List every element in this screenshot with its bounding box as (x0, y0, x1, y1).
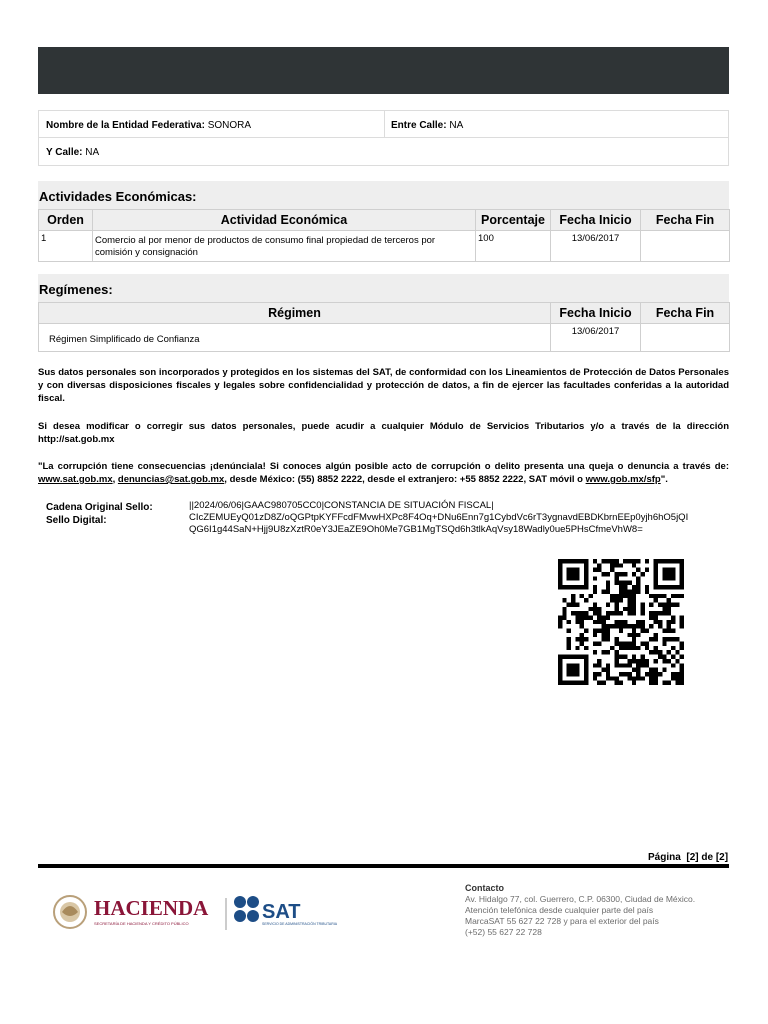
contact-line: Av. Hidalgo 77, col. Guerrero, C.P. 06300, Ciudad de México. (465, 894, 696, 904)
regimenes-table (38, 302, 730, 352)
addr-divider (384, 111, 385, 138)
cell-fecha-fin (641, 231, 730, 262)
y-calle-value: NA (85, 147, 100, 158)
page-number (648, 852, 728, 863)
corruption-notice (38, 460, 729, 486)
contact-line: (+52) 55 627 22 728 (465, 927, 542, 937)
corruption-text-c: ". (660, 474, 668, 485)
corruption-text-a: "La corrupción tiene consecuencias ¡denúnciala! Si conoces algún posible acto de corrupción o delito presenta una queja o denuncia a través de: (38, 461, 729, 472)
col-header-orden: Orden (39, 210, 93, 231)
contact-line: MarcaSAT 55 627 22 728 y para el exterior del país (465, 916, 659, 926)
table-row (39, 231, 730, 262)
page-of: de (701, 852, 714, 863)
cell-fecha-inicio: 13/06/2017 (551, 231, 641, 262)
sfp-link[interactable]: www.gob.mx/sfp (585, 474, 661, 485)
hacienda-wordmark: HACIENDA (94, 896, 209, 920)
col-header-fecha-fin: Fecha Fin (641, 210, 730, 231)
page-label: Página (648, 852, 681, 863)
cell-orden: 1 (39, 231, 93, 262)
y-calle-label: Y Calle: (46, 147, 83, 158)
sello-label: Sello Digital: (46, 515, 107, 526)
col-header-actividad: Actividad Económica (93, 210, 476, 231)
entidad-value: SONORA (207, 120, 252, 131)
cell-actividad: Comercio al por menor de productos de consumo final propiedad de terceros por comisión y consignación (93, 231, 476, 262)
cell-porcentaje: 100 (476, 231, 551, 262)
sello-values (189, 500, 694, 536)
correction-notice: Si desea modificar o corregir sus datos personales, puede acudir a cualquier Módulo de Servicios Tributarios y/o a través de la dirección http://sat.gob.mx (38, 421, 729, 445)
address-box (38, 110, 729, 166)
corruption-text-b: , desde México: (55) 8852 2222, desde el extranjero: +55 8852 2222, SAT móvil o (224, 474, 586, 485)
col-header-fecha-fin: Fecha Fin (641, 303, 730, 324)
sat-subtitle: SERVICIO DE ADMINISTRACIÓN TRIBUTARIA (262, 922, 338, 926)
header-bar (38, 47, 729, 94)
cell-fecha-fin (641, 324, 730, 352)
cell-regimen: Régimen Simplificado de Confianza (39, 324, 551, 352)
hacienda-sat-logos (52, 890, 372, 940)
hacienda-subtitle: SECRETARÍA DE HACIENDA Y CRÉDITO PÚBLICO (94, 921, 189, 926)
entre-calle-label: Entre Calle: (391, 120, 447, 131)
col-header-regimen: Régimen (39, 303, 551, 324)
entre-calle-value: NA (449, 120, 464, 131)
table-header-row (39, 210, 730, 231)
contact-line: Atención telefónica desde cualquier parte del país (465, 905, 654, 915)
footer-divider (38, 864, 729, 868)
sat-wordmark: SAT (262, 901, 301, 923)
cell-fecha-inicio: 13/06/2017 (551, 324, 641, 352)
sello-value: CIcZEMUEyQ01zD8Z/oQGPtpKYFFcdFMvwHXPc8F4Oq+DNu6Enn7g1CybdVc6rT3ygnavdEBDKbrnEEp0yjh6hO5jQIQG6I1g44SaN+Hjj9U8zXztR0eY3JEaZE9Oh0Me7GB1MgTSQd6h3tlkAqVsy18Wadly0ue5PHsCfmeVhW8= (189, 512, 689, 535)
qr-code (558, 559, 684, 685)
denuncias-email-link[interactable]: denuncias@sat.gob.mx (117, 474, 225, 485)
entre-calle-field (391, 120, 463, 131)
y-calle-field (46, 147, 99, 158)
cadena-label: Cadena Original Sello: (46, 502, 153, 513)
col-header-fecha-inicio: Fecha Inicio (551, 210, 641, 231)
contact-title: Contacto (465, 883, 504, 893)
address-row-2 (38, 138, 729, 166)
cadena-value: ||2024/06/06|GAAC980705CC0|CONSTANCIA DE SITUACIÓN FISCAL| (189, 500, 494, 511)
address-row-1 (38, 110, 729, 138)
privacy-notice: Sus datos personales son incorporados y protegidos en los sistemas del SAT, de conformidad con los Lineamientos de Protección de Datos Personales y con diversas disposiciones fiscales y legales sobre confidencialidad y protección de datos, a fin de ejercer las facultades conferidas a la autoridad fiscal. (38, 367, 729, 404)
actividades-title: Actividades Económicas: (38, 181, 729, 209)
sat-link[interactable]: www.sat.gob.mx (38, 474, 113, 485)
regimenes-title: Regímenes: (38, 274, 729, 302)
contact-block (465, 883, 695, 938)
footer-logos (52, 890, 372, 945)
sat-dots-icon (234, 896, 259, 922)
sello-labels (46, 501, 153, 527)
actividades-table (38, 209, 730, 262)
col-header-porcentaje: Porcentaje (476, 210, 551, 231)
corruption-sep: , (112, 474, 118, 485)
entidad-field (46, 120, 251, 131)
table-header-row (39, 303, 730, 324)
page-total: [2] (715, 852, 729, 863)
mexico-seal-icon (54, 896, 86, 928)
entidad-label: Nombre de la Entidad Federativa: (46, 120, 205, 131)
page-current: [2] (686, 852, 699, 863)
table-row (39, 324, 730, 352)
col-header-fecha-inicio: Fecha Inicio (551, 303, 641, 324)
